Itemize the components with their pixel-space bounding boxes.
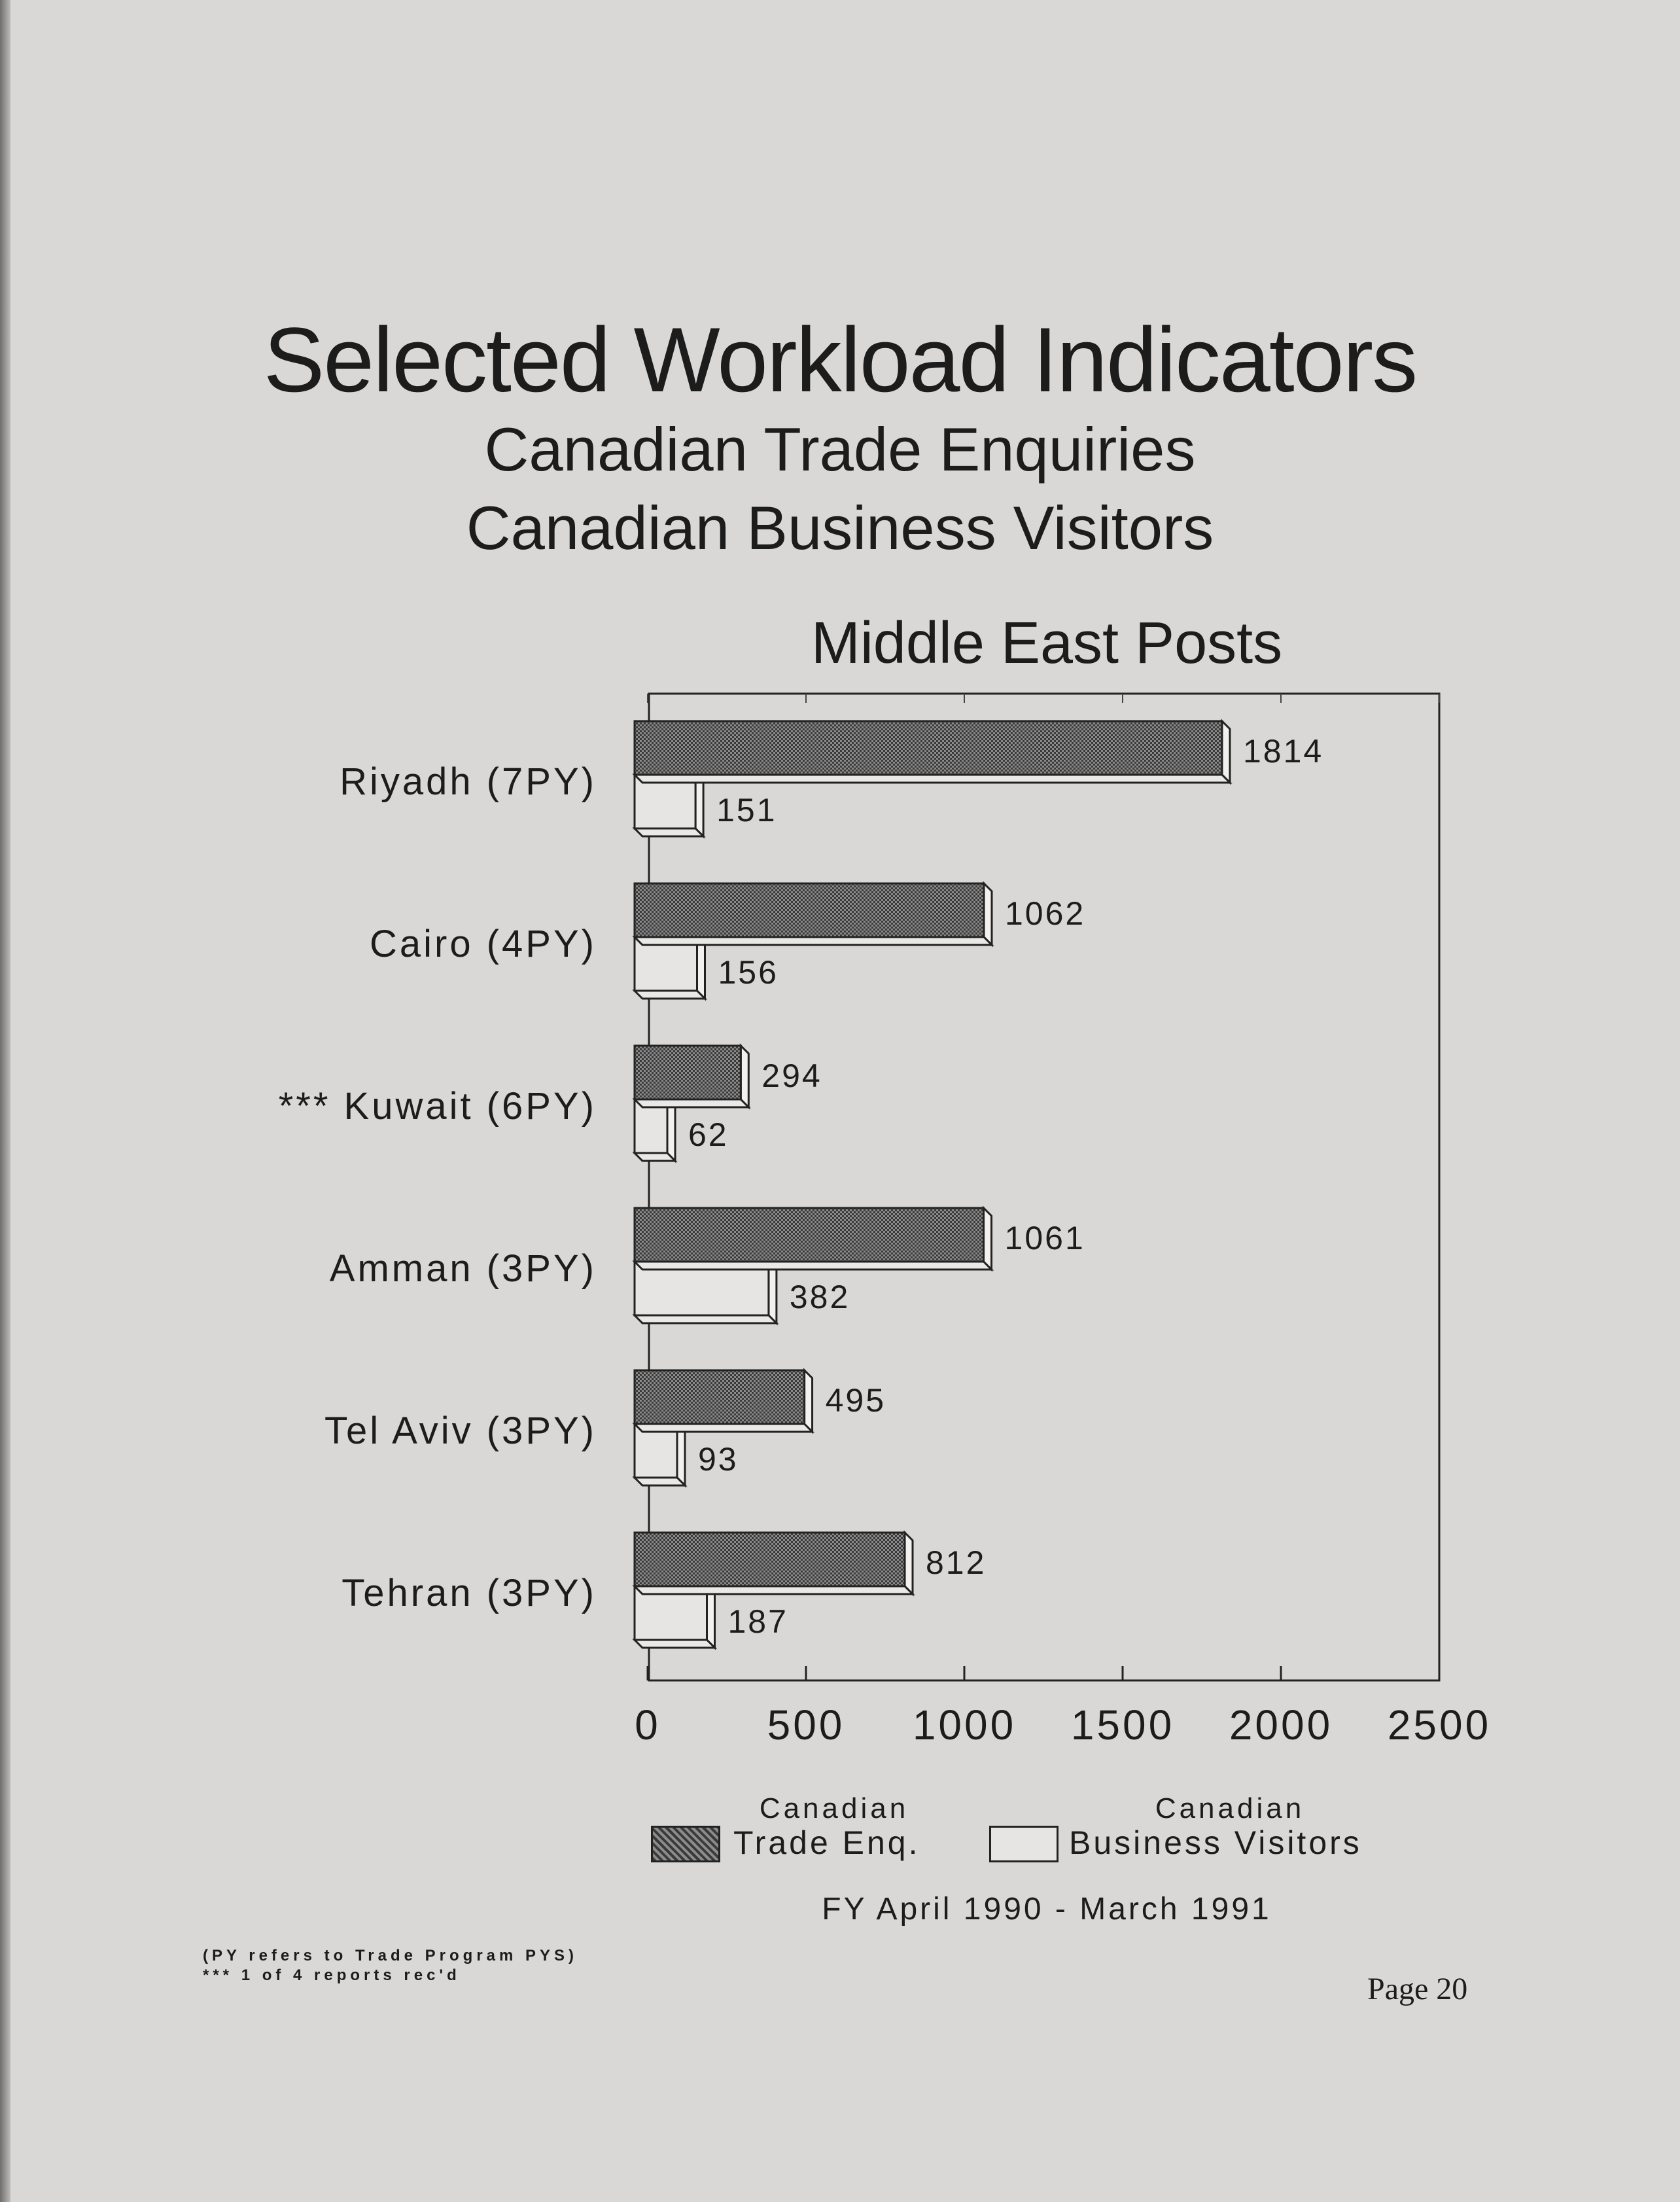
visitors-bar-value-label: 156 [718, 954, 779, 991]
trade-bar-side [1222, 721, 1230, 783]
trade-bar-bottom [635, 1424, 813, 1432]
trade-bar-value-label: 812 [926, 1544, 987, 1581]
visitors-bar-side [695, 775, 703, 836]
trade-bar-value-label: 495 [825, 1382, 886, 1419]
visitors-bar-side [697, 937, 705, 999]
trade-bar-side [741, 1046, 748, 1107]
legend-trade-line1: Canadian [759, 1792, 909, 1824]
visitors-bar-side [667, 1099, 675, 1161]
visitors-bar-side [677, 1424, 685, 1485]
footnote-reports: *** 1 of 4 reports rec'd [203, 1966, 461, 1984]
trade-bar-bottom [635, 1262, 992, 1270]
category-label: Tehran (3PY) [341, 1572, 597, 1614]
trade-bar-value-label: 1814 [1242, 733, 1324, 770]
trade-bar [635, 1370, 805, 1424]
category-label: Amman (3PY) [329, 1247, 597, 1290]
trade-bar [635, 721, 1222, 775]
visitors-bar-bottom [635, 1153, 675, 1161]
legend-visitors-swatch [989, 1826, 1059, 1862]
x-tick-label: 2500 [1387, 1701, 1492, 1749]
trade-bar-value-label: 1061 [1004, 1220, 1085, 1256]
legend-trade-swatch [651, 1826, 720, 1862]
x-tick-label: 2000 [1229, 1701, 1333, 1749]
visitors-bar-bottom [635, 1315, 777, 1323]
legend-visitors-line1: Canadian [1155, 1792, 1305, 1824]
x-tick-label: 1500 [1070, 1701, 1175, 1749]
visitors-bar-value-label: 62 [688, 1116, 729, 1153]
x-tick-label: 0 [635, 1701, 661, 1749]
footnote-py: (PY refers to Trade Program PYS) [203, 1947, 578, 1964]
trade-bar [635, 1533, 905, 1586]
visitors-bar-side [707, 1586, 715, 1648]
page-number: Page 20 [1367, 1972, 1468, 2006]
category-label: Cairo (4PY) [370, 923, 597, 965]
fiscal-period: FY April 1990 - March 1991 [822, 1892, 1272, 1927]
legend-visitors-line2: Business Visitors [1069, 1824, 1362, 1861]
trade-bar-side [984, 883, 992, 945]
visitors-bar-bottom [635, 991, 705, 999]
visitors-bar-bottom [635, 1640, 715, 1648]
chart-title: Middle East Posts [811, 611, 1283, 676]
trade-bar [635, 1046, 741, 1099]
trade-bar-side [984, 1208, 992, 1270]
category-label: Riyadh (7PY) [340, 760, 597, 803]
visitors-bar-value-label: 93 [698, 1441, 739, 1478]
x-tick-label: 1000 [912, 1701, 1017, 1749]
page-title: Selected Workload Indicators [263, 308, 1417, 411]
category-label: *** Kuwait (6PY) [278, 1085, 597, 1128]
visitors-bar-bottom [635, 828, 703, 836]
trade-bar-side [805, 1370, 813, 1432]
trade-bar-bottom [635, 775, 1230, 783]
trade-bar [635, 883, 984, 937]
trade-bar-value-label: 1062 [1005, 895, 1086, 932]
x-tick-label: 500 [767, 1701, 845, 1749]
trade-bar [635, 1208, 984, 1262]
trade-bar-bottom [635, 937, 992, 945]
subtitle-business-visitors: Canadian Business Visitors [466, 493, 1214, 562]
visitors-bar-value-label: 151 [716, 792, 777, 828]
subtitle-trade-enquiries: Canadian Trade Enquiries [484, 415, 1196, 484]
visitors-bar-bottom [635, 1478, 685, 1485]
trade-bar-bottom [635, 1586, 913, 1594]
visitors-bar-value-label: 187 [727, 1603, 788, 1640]
trade-bar-side [905, 1533, 913, 1594]
legend-trade-line2: Trade Enq. [733, 1824, 920, 1861]
trade-bar-value-label: 294 [761, 1057, 822, 1094]
trade-bar-bottom [635, 1099, 748, 1107]
visitors-bar-value-label: 382 [789, 1279, 850, 1315]
visitors-bar-side [769, 1262, 777, 1323]
category-label: Tel Aviv (3PY) [324, 1410, 597, 1452]
